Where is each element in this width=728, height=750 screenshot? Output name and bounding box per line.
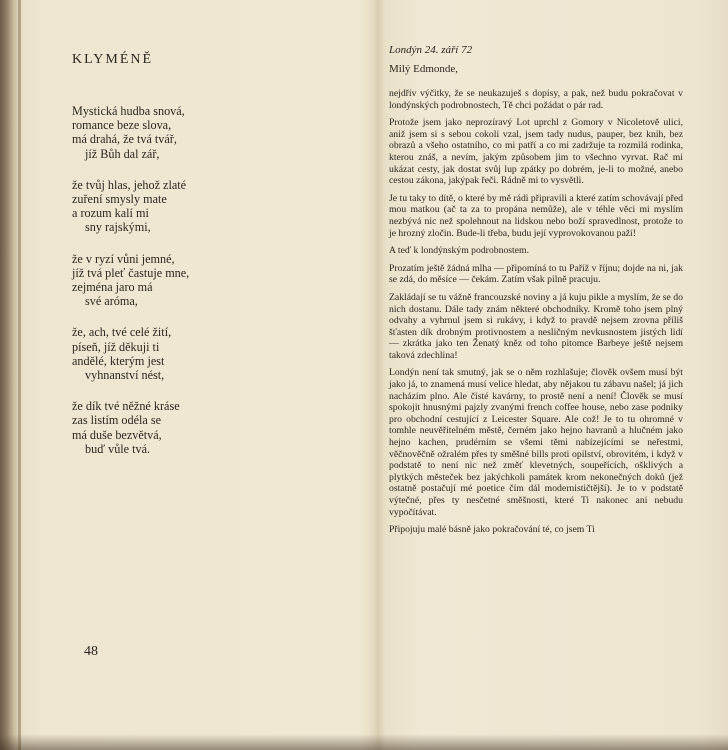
poem-line: buď vůle tvá. <box>85 441 151 456</box>
letter-paragraph: Zakládají se tu vážně francouzské noviny a já kuju pikle a myslím, že se do nich dostanu. Dále tady znám některé obchodníky. Kromě toho jsem plný odvahy a vyhrnul jsem si rukávy, i když to pravdě nejsem zrovna příliš šťasten dík drobným protivnostem a nesličným nevkusnostem jistých lidí — zkrátka jako ten Ženatý kněz od toho pitomce Barbeye ještě nejsem taková zdechlina! <box>389 291 683 361</box>
letter-paragraph: Prozatím ještě žádná mlha — připomíná to tu Paříž v říjnu; dojde na ni, jak se zdá, do měsíce — čekám. Zatím však pilně pracuju. <box>389 262 683 286</box>
poem-line: že tvůj hlas, jehož zlaté <box>72 177 187 192</box>
poem-line: má duše bezvětvá, <box>72 427 162 442</box>
letter-salutation: Milý Edmonde, <box>389 63 459 75</box>
letter-paragraph: Připojuju malé básně jako pokračování té, co jsem Ti <box>389 524 595 536</box>
poem <box>72 104 332 473</box>
right-page <box>389 44 683 542</box>
page-number: 48 <box>84 644 98 659</box>
stanza <box>72 252 332 309</box>
poem-line: zas listím odéla se <box>72 413 162 428</box>
letter-paragraph: Je tu taky to dítě, o které by mě rádi připravili a které zatím schovávají před mou matkou (ač ta za to propána nemůže), ale v téhle věci mi myslím nezbývá nic než spolehnout na lidskou nebo boží spravedlnost, protože to je hrozný zločin. Bude-li třeba, budu její vyprovokovanou paží! <box>389 192 683 239</box>
poem-line: že v ryzí vůni jemné, <box>72 251 175 266</box>
poem-line: že dík tvé něžné krásе <box>72 399 180 414</box>
poem-line: andělé, kterým jest <box>72 353 165 368</box>
poem-line: má drahá, že tvá tvář, <box>72 132 177 147</box>
poem-line: Mystická hudba snová, <box>72 104 185 118</box>
stanza <box>72 399 332 456</box>
stanza <box>72 178 332 235</box>
poem-line: zejména jaro má <box>72 280 153 295</box>
poem-line: že, ach, tvé celé žití, <box>72 325 172 340</box>
letter-dateline: Londýn 24. září 72 <box>389 44 473 56</box>
poem-line: jíž Bůh dal zář, <box>85 146 160 161</box>
poem-line: vyhnanství nést, <box>85 368 165 383</box>
stanza <box>72 104 332 161</box>
poem-line: jíž tvá pleť častuje mne, <box>72 265 190 280</box>
poem-line: píseň, jíž děkuji ti <box>72 339 160 354</box>
poem-line: sny rajskými, <box>85 220 151 235</box>
page-shadow <box>0 734 728 750</box>
poem-line: romance beze slova, <box>72 118 172 133</box>
letter-paragraph: nejdřív výčitky, že se neukazuješ s dopisy, a pak, než budu pokračovat v londýnských podrobnostech, Tě chci požádat o pár rad. <box>389 88 683 111</box>
poem-line: zuření smysly mate <box>72 192 167 207</box>
stanza <box>72 325 332 382</box>
letter-paragraph: A teď k londýnským podrobnostem. <box>389 245 529 257</box>
poem-line: své aróma, <box>85 294 138 309</box>
poem-line: a rozum kalí mi <box>72 206 149 221</box>
page-edge <box>18 0 21 750</box>
letter-paragraph: Londýn není tak smutný, jak se o něm rozhlašuje; člověk ovšem musí být jako já, to znamená musí velice hledat, aby nějakou tu zábavu našel; já jich nacházím plno. Ale čisté kavárny, to prostě není a není! Člověk se musí spokojit hnusnými pajzly zvanými french coffee house, nebo zase podniky pro obchodní cestující z Leicester Square. Ale což! Je to tu ohromné v tomhle neuvěřitelném městě, černém jako hejno havranů a hlučném jako hejno kachen, prudérním se všemi těmi nabízejícími se neřestmi, věčnověčně ožralém přes ty směšné bills proti opilství, obrovitém, i když v podstatě to není nic než změť klevetných, soupeřících, ošklivých a plytkých městeček bez jakýchkoli památek krom nekonečných doků (jež ostatně postačují mé poetice čím dál modernističtější). Je to v podstatě výtečné, přes ty nesčetné směšnosti, které Ti nakonec ani nebudu vypočítávat. <box>389 367 683 518</box>
poem-title: KLYMÉNĚ <box>72 52 154 67</box>
letter-paragraph: Protože jsem jako neprozíravý Lot uprchl z Gomory v Nicoletově ulici, aniž jsem si s sebou cokoli vzal, jsem tady nudus, pauper, bez knih, bez obrazů a všeho ostatního, co mi patří a co mi zadržuje ta rozmilá rodinka, kterou znáš, a nevím, jakým způsobem jim to všechno vyrvat. Rač mi ukázat cesty, jak dostat svůj lup zpátky po dobrém, je-li to možné, anebo cestou zákona, jakýpak řeči. Rádně mi to vysvětli. <box>389 117 683 187</box>
